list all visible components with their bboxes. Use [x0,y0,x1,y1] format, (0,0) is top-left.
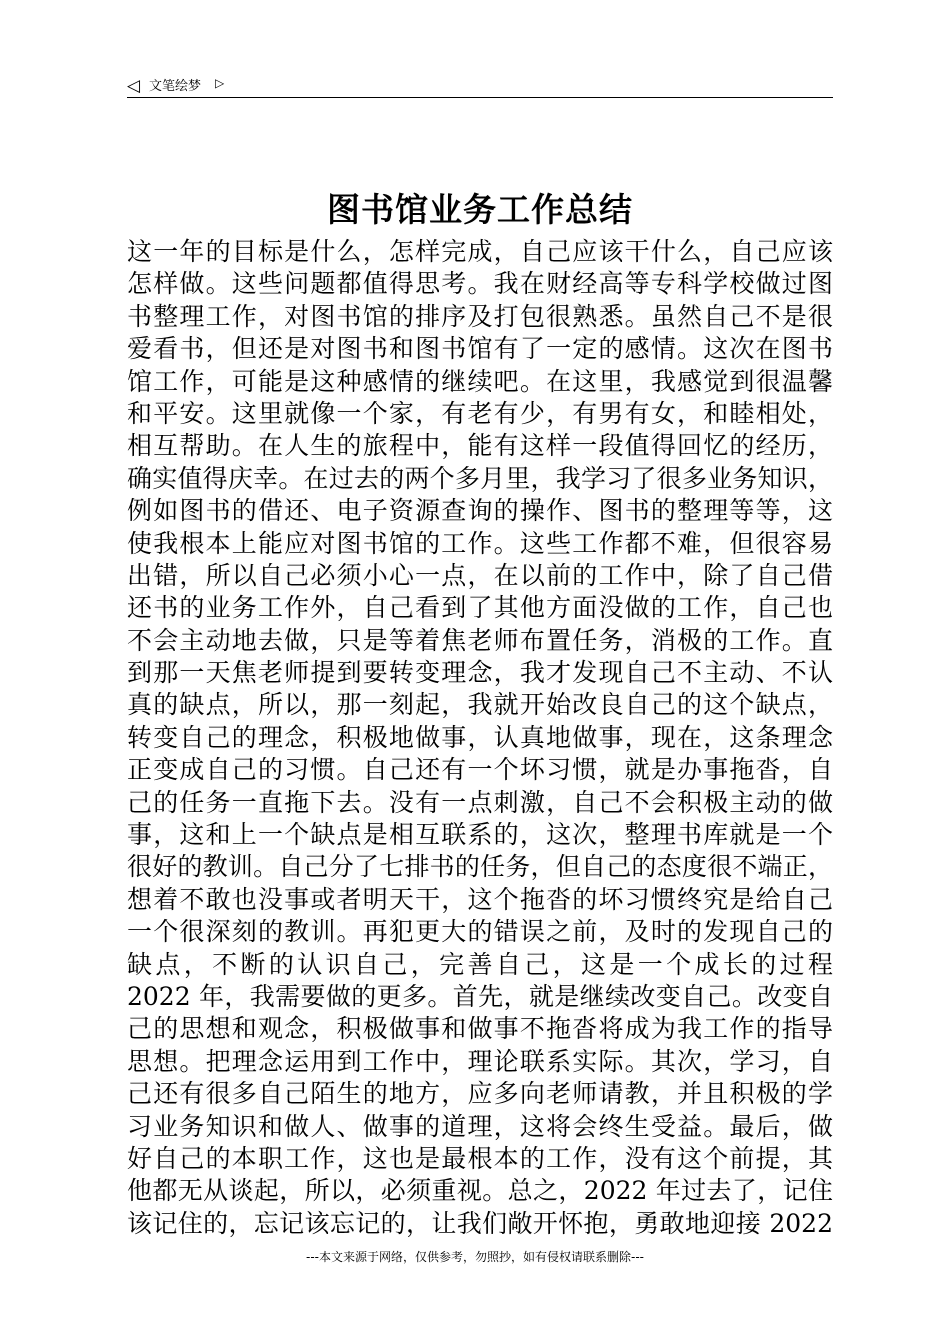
header-brand: 文笔绘梦 [149,79,202,94]
document-title: 图书馆业务工作总结 [327,190,633,229]
body-line: 事，这和上一个缺点是相互联系的，这次，整理书库就是一个 [127,820,833,850]
body-line: 真的缺点，所以，那一刻起，我就开始改良自己的这个缺点， [127,690,833,720]
body-line: 还书的业务工作外，自己看到了其他方面没做的工作，自己也 [127,593,833,623]
body-line: 习业务知识和做人、做事的道理，这将会终生受益。最后，做 [127,1111,833,1141]
body-line: 己的任务一直拖下去。没有一点刺激，自己不会积极主动的做 [127,787,833,817]
header-divider [127,97,833,98]
body-line: 好自己的本职工作，这也是最根本的工作，没有这个前提，其 [127,1143,833,1173]
body-line: 不会主动地去做，只是等着焦老师布置任务，消极的工作。直 [127,625,833,655]
body-line: 己的思想和观念，积极做事和做事不拖沓将成为我工作的指导 [127,1014,833,1044]
left-triangle-icon: ◁ [127,76,141,96]
body-line: 己还有很多自己陌生的地方，应多向老师请教，并且积极的学 [127,1079,833,1109]
body-line: 想着不敢也没事或者明天干，这个拖沓的坏习惯终究是给自己 [127,884,833,914]
body-line: 确实值得庆幸。在过去的两个多月里，我学习了很多业务知识， [127,463,833,493]
page-footer: ---本文来源于网络，仅供参考，勿照抄，如有侵权请联系删除--- [306,1250,644,1264]
body-line: 一个很深刻的教训。再犯更大的错误之前，及时的发现自己的 [127,917,833,947]
body-line: 和平安。这里就像一个家，有老有少，有男有女，和睦相处， [127,398,833,428]
right-triangle-icon: ▷ [215,76,225,90]
body-line: 馆工作，可能是这种感情的继续吧。在这里，我感觉到很温馨 [127,366,833,396]
body-line: 很好的教训。自己分了七排书的任务，但自己的态度很不端正， [127,852,833,882]
body-line: 正变成自己的习惯。自己还有一个坏习惯，就是办事拖沓，自 [127,755,833,785]
body-line: 相互帮助。在人生的旅程中，能有这样一段值得回忆的经历， [127,431,833,461]
body-line: 到那一天焦老师提到要转变理念，我才发现自己不主动、不认 [127,658,833,688]
body-line: 这一年的目标是什么，怎样完成，自己应该干什么，自己应该 [127,237,833,266]
body-line: 他都无从谈起，所以，必须重视。总之，2022 年过去了，记住 [127,1176,833,1206]
document-body [127,236,833,1240]
body-line: 书整理工作，对图书馆的排序及打包很熟悉。虽然自己不是很 [127,301,833,331]
body-line: 转变自己的理念，积极地做事，认真地做事，现在，这条理念 [127,722,833,752]
body-line: 思想。把理念运用到工作中，理论联系实际。其次，学习，自 [127,1046,833,1076]
page-header [127,74,833,98]
body-line: 使我根本上能应对图书馆的工作。这些工作都不难，但很容易 [127,528,833,558]
body-line: 出错，所以自己必须小心一点，在以前的工作中，除了自己借 [127,560,833,590]
body-line: 缺点，不断的认识自己，完善自己，这是一个成长的过程 [127,949,833,979]
body-line: 怎样做。这些问题都值得思考。我在财经高等专科学校做过图 [127,269,833,299]
body-line: 爱看书，但还是对图书和图书馆有了一定的感情。这次在图书 [127,334,833,364]
body-line: 2022 年，我需要做的更多。首先，就是继续改变自己。改变自 [127,981,833,1011]
body-line: 例如图书的借还、电子资源查询的操作、图书的整理等等，这 [127,496,833,526]
body-line: 该记住的，忘记该忘记的，让我们敞开怀抱，勇敢地迎接 2022 [127,1208,833,1238]
